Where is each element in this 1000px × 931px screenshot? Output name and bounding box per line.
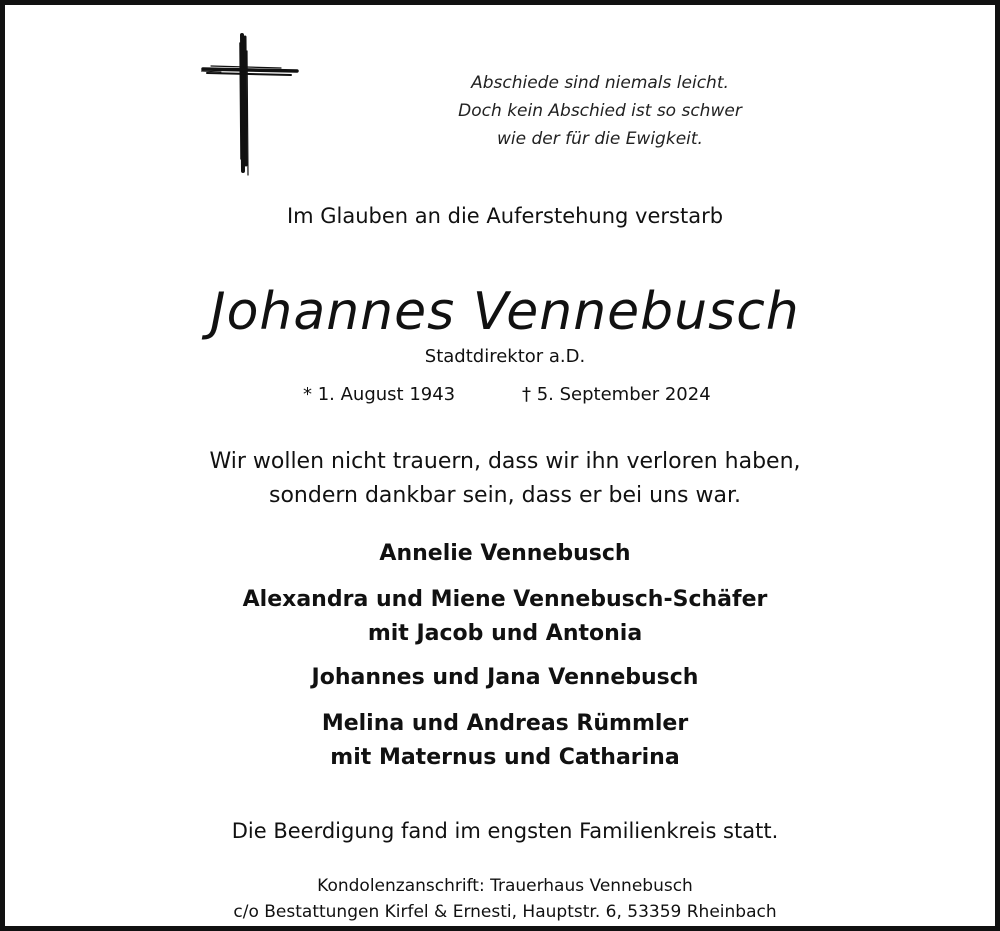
- family-line: Johannes und Jana Vennebusch: [311, 665, 699, 690]
- funeral-notice: Die Beerdigung fand im engsten Familienkreis statt.: [231, 819, 779, 843]
- deceased-name: Johannes Vennebusch: [210, 282, 800, 342]
- farewell-quote: [405, 69, 795, 153]
- intro-text: Im Glauben an die Auferstehung verstarb: [286, 204, 724, 228]
- family-line: Alexandra und Miene Vennebusch-Schäfer: [242, 587, 768, 612]
- family-group: [5, 661, 1000, 695]
- birth-date: * 1. August 1943: [303, 384, 456, 405]
- family-line: Annelie Vennebusch: [379, 541, 631, 566]
- family-line: mit Jacob und Antonia: [367, 621, 643, 646]
- family-group: [5, 583, 1000, 651]
- memorial-verse: [5, 445, 1000, 513]
- condolence-address: [5, 873, 1000, 925]
- death-date: † 5. September 2024: [522, 384, 711, 405]
- family-line: Melina und Andreas Rümmler: [321, 711, 689, 736]
- brush-cross-icon: [201, 31, 301, 177]
- family-line: mit Maternus und Catharina: [330, 745, 680, 770]
- address-line: c/o Bestattungen Kirfel & Ernesti, Hauptstr. 6, 53359 Rheinbach: [233, 902, 777, 922]
- verse-line: sondern dankbar sein, dass er bei uns war.: [269, 483, 741, 508]
- verse-line: Wir wollen nicht trauern, dass wir ihn verloren haben,: [209, 449, 801, 474]
- family-group: [5, 537, 1000, 571]
- quote-line: wie der für die Ewigkeit.: [497, 129, 703, 149]
- family-group: [5, 707, 1000, 775]
- address-line: Kondolenzanschrift: Trauerhaus Vennebusch: [317, 876, 693, 896]
- deceased-title: Stadtdirektor a.D.: [424, 346, 586, 367]
- quote-line: Abschiede sind niemals leicht.: [471, 73, 729, 93]
- quote-line: Doch kein Abschied ist so schwer: [458, 101, 742, 121]
